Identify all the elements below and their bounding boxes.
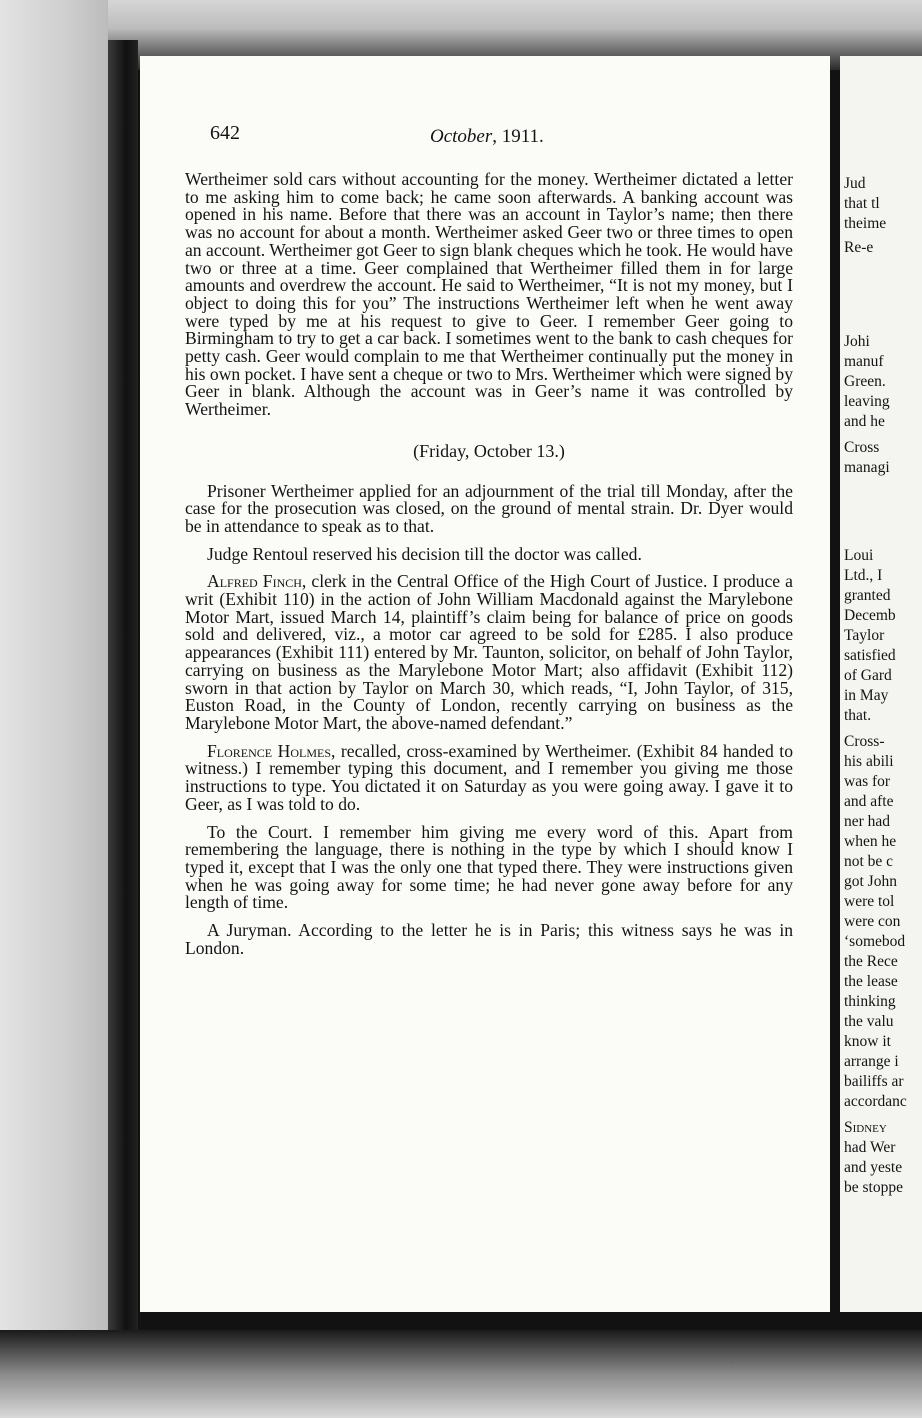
fragment-line: Re-e — [844, 239, 874, 256]
fragment-line: manuf — [844, 353, 884, 370]
scan-bottom-edge — [0, 1330, 922, 1418]
fragment-line: managi — [844, 459, 890, 476]
fragment-line: Johi — [844, 333, 870, 350]
fragment-line: bailiffs ar — [844, 1073, 904, 1090]
left-page — [140, 56, 830, 1365]
paragraph-alfred-finch — [185, 573, 793, 732]
fragment-line: in May — [844, 687, 889, 704]
body-text — [185, 171, 793, 967]
fragment-line: Ltd., I — [844, 567, 883, 584]
fragment-line: Cross — [844, 439, 880, 456]
fragment-line: and he — [844, 413, 885, 430]
fragment-line: were con — [844, 913, 901, 930]
running-head — [430, 126, 544, 148]
fragment-line: arrange i — [844, 1053, 899, 1070]
fragment-line: were tol — [844, 893, 895, 910]
fragment-line: Jud — [844, 175, 866, 192]
fragment-line: Decemb — [844, 607, 896, 624]
paragraph-juryman: A Juryman. According to the letter he is in Paris; this witness says he was in London. — [185, 920, 793, 958]
fragment-line: of Gard — [844, 667, 892, 684]
fragment-line: the lease — [844, 973, 898, 990]
page-header — [210, 122, 810, 152]
paragraph-alfred-finch-text: , clerk in the Central Office of the High Court of Justice. I produce a writ (Exhibit 110) in the action of John William Macdonald against the Marylebone Motor Mart, issued March 14, plaintiff’s claim being for balance of price on goods sold and delivered, viz., a motor car agreed to be sold for £285. I also produce appearances (Exhibit 111) entered by Mr. Taunton, solicitor, on behalf of John Taylor, carrying on business as the Marylebone Motor Mart; also affidavit (Exhibit 112) sworn in that action by Taylor on March 30, which reads, “I, John Taylor, of 315, Euston Road, in the County of London, recently carrying on business as the Marylebone Motor Mart, the above-named defendant.” — [185, 571, 793, 733]
page-number: 642 — [210, 122, 240, 144]
running-head-month: October — [430, 126, 493, 147]
fragment-line: that. — [844, 707, 872, 724]
paragraph-florence-holmes-text: , recalled, cross-examined by Wertheimer. (Exhibit 84 handed to witness.) I remember typing this document, and I remember you giving me those instructions to type. You dictated it on Saturday as you were going away. I gave it to Geer, as I was told to do. — [185, 740, 793, 814]
fragment-line: not be c — [844, 853, 894, 870]
stray-mark: , — [730, 1351, 733, 1365]
fragment-line: ‘somebod — [844, 933, 906, 950]
fragment-line: ner had — [844, 813, 891, 830]
fragment-line: his abili — [844, 753, 894, 770]
fragment-line: theime — [844, 215, 887, 232]
fragment-line: Sidney — [844, 1119, 887, 1136]
fragment-line: satisfied — [844, 647, 896, 664]
fragment-line: accordanc — [844, 1093, 907, 1110]
book-binding — [108, 40, 138, 1340]
fragment-line: and yeste — [844, 1159, 903, 1176]
paragraph-to-the-court: To the Court. I remember him giving me every word of this. Apart from remembering the language, there is nothing in the type by which I should know I typed it, except that I was the only one that typed there. They were instructions given when he was going away for some time; he had never gone away before for any length of time. — [185, 821, 793, 913]
fragment-line: got John — [844, 873, 897, 890]
fragment-line: be stoppe — [844, 1179, 903, 1196]
fragment-line: had Wer — [844, 1139, 896, 1156]
fragment-line: that tl — [844, 195, 880, 212]
date-heading: (Friday, October 13.) — [413, 440, 565, 461]
fragment-line: Loui — [844, 547, 874, 564]
running-head-year: , 1911. — [492, 126, 544, 147]
scan-left-margin — [0, 0, 108, 1418]
paragraph-florence-holmes — [185, 740, 793, 814]
fragment-line: Green. — [844, 373, 886, 390]
fragment-line: know it — [844, 1033, 891, 1050]
paragraph-testimony-continued: Wertheimer sold cars without accounting for the money. Wertheimer dictated a letter to me asking him to come back; he came soon afterwards. A banking account was opened in his name. Before that there was an account in Taylor’s name; then there was no account for about a month. Wertheimer asked Geer two or three times to open an account. Wertheimer got Geer to sign blank cheques which he took. He would have two or three at a time. Geer complained that Wertheimer filled them in for large amounts and overdrew the account. He said to Wertheimer, “It is not my money, but I object to doing this for you” The instructions Wertheimer left when he went away were typed by me at his request to give to Geer. I remember Geer going to Birmingham to try to get a car back. I sometimes went to the bank to cash cheques for petty cash. Geer would complain to me that Wertheimer continually put the money in his own pocket. I have sent a cheque or two to Mrs. Wertheimer which were signed by Geer in blank. Although the account was in Geer’s name it was controlled by Wertheimer. — [185, 169, 794, 420]
paragraph-judge-decision: Judge Rentoul reserved his decision till the doctor was called. — [207, 543, 642, 564]
fragment-line: granted — [844, 587, 891, 604]
witness-name-finch: Alfred Finch — [207, 571, 302, 592]
witness-name-holmes: Florence Holmes — [207, 740, 331, 761]
right-page-fragment — [840, 56, 922, 1312]
fragment-line: when he — [844, 833, 897, 850]
paragraph-adjournment: Prisoner Wertheimer applied for an adjournment of the trial till Monday, after the case for the prosecution was closed, on the ground of mental strain. Dr. Dyer would be in attendance to speak as to that. — [185, 480, 793, 536]
fragment-line: the valu — [844, 1013, 894, 1030]
fragment-line: thinking — [844, 993, 896, 1010]
fragment-line: Cross- — [844, 733, 885, 750]
fragment-line: and afte — [844, 793, 894, 810]
fragment-line: leaving — [844, 393, 890, 410]
fragment-line: Taylor — [844, 627, 885, 644]
fragment-line: the Rece — [844, 953, 898, 970]
fragment-line: was for — [844, 773, 891, 790]
